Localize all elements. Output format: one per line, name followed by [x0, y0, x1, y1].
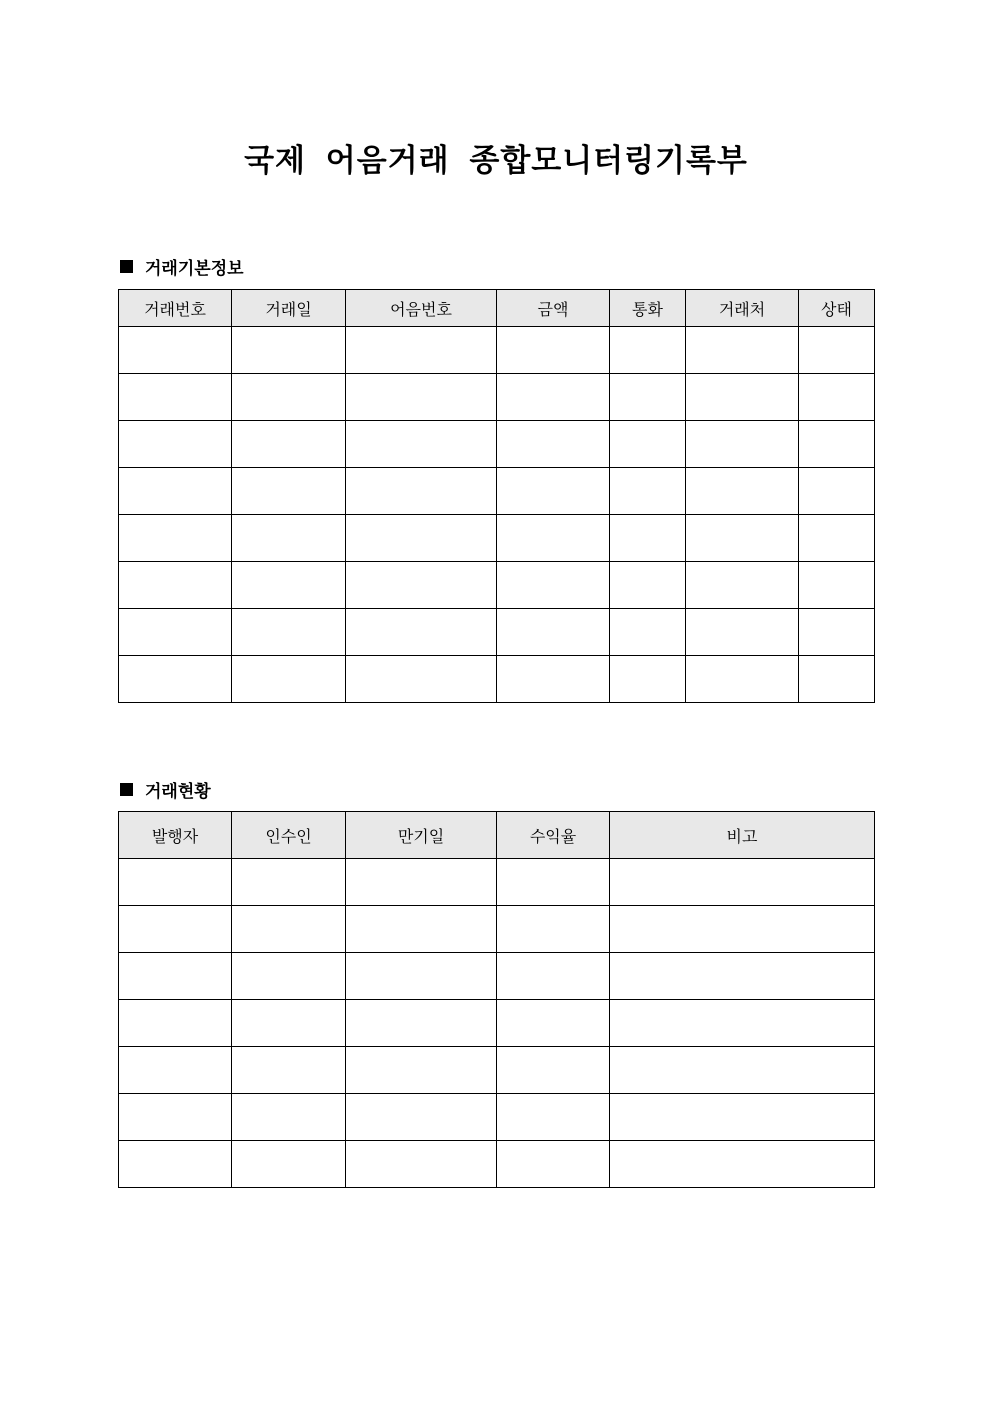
table-cell[interactable] [232, 953, 346, 1000]
table-cell[interactable] [232, 374, 346, 421]
table-row [119, 953, 875, 1000]
table-cell[interactable] [799, 327, 875, 374]
table-row [119, 374, 875, 421]
column-header: 거래번호 [119, 290, 232, 327]
section-heading-basic-info [118, 254, 244, 279]
table-cell[interactable] [119, 374, 232, 421]
table-cell[interactable] [497, 1000, 610, 1047]
table-cell[interactable] [346, 859, 497, 906]
table-cell[interactable] [119, 656, 232, 703]
table-cell[interactable] [346, 468, 497, 515]
table-header-row [119, 812, 875, 859]
table-cell[interactable] [346, 906, 497, 953]
table-cell[interactable] [799, 374, 875, 421]
table-cell[interactable] [497, 656, 610, 703]
table-cell[interactable] [610, 1141, 875, 1188]
table-cell[interactable] [799, 609, 875, 656]
table-cell[interactable] [119, 468, 232, 515]
table-cell[interactable] [686, 421, 799, 468]
table-cell[interactable] [119, 906, 232, 953]
table-row [119, 1094, 875, 1141]
section-heading-status [118, 777, 211, 802]
table-row [119, 1000, 875, 1047]
table-row [119, 1047, 875, 1094]
table-cell[interactable] [119, 562, 232, 609]
table-cell[interactable] [799, 421, 875, 468]
table-cell[interactable] [232, 656, 346, 703]
table-cell[interactable] [497, 421, 610, 468]
table-cell[interactable] [346, 1141, 497, 1188]
table-cell[interactable] [119, 327, 232, 374]
column-header: 거래일 [232, 290, 346, 327]
column-header: 만기일 [346, 812, 497, 859]
table-cell[interactable] [686, 468, 799, 515]
column-header: 어음번호 [346, 290, 497, 327]
table-cell[interactable] [610, 468, 686, 515]
table-cell[interactable] [346, 374, 497, 421]
section-heading-label: 거래기본정보 [145, 259, 244, 279]
table-cell[interactable] [497, 859, 610, 906]
table-cell[interactable] [497, 515, 610, 562]
table-cell[interactable] [497, 1094, 610, 1141]
table-cell[interactable] [119, 609, 232, 656]
table-cell[interactable] [610, 515, 686, 562]
table-cell[interactable] [686, 609, 799, 656]
table-cell[interactable] [799, 562, 875, 609]
table-cell[interactable] [610, 609, 686, 656]
table-cell[interactable] [119, 1141, 232, 1188]
table-cell[interactable] [610, 1047, 875, 1094]
square-bullet-icon [120, 260, 133, 273]
column-header: 거래처 [686, 290, 799, 327]
table-cell[interactable] [346, 953, 497, 1000]
table-cell[interactable] [497, 906, 610, 953]
column-header: 비고 [610, 812, 875, 859]
table-cell[interactable] [610, 374, 686, 421]
table-cell[interactable] [686, 562, 799, 609]
table-cell[interactable] [610, 327, 686, 374]
table-cell[interactable] [232, 1000, 346, 1047]
table-row [119, 656, 875, 703]
table-cell[interactable] [232, 1094, 346, 1141]
table-row [119, 906, 875, 953]
table-cell[interactable] [610, 1000, 875, 1047]
table-header-row [119, 290, 875, 327]
basic-info-table [118, 289, 875, 703]
table-cell[interactable] [610, 421, 686, 468]
table-cell[interactable] [119, 1000, 232, 1047]
table-row [119, 421, 875, 468]
table-cell[interactable] [497, 327, 610, 374]
column-header: 인수인 [232, 812, 346, 859]
table-cell[interactable] [610, 656, 686, 703]
trade-status-table [118, 811, 875, 1188]
table-row [119, 562, 875, 609]
table-cell[interactable] [346, 609, 497, 656]
table-cell[interactable] [497, 609, 610, 656]
table-cell[interactable] [799, 468, 875, 515]
table-cell[interactable] [232, 1047, 346, 1094]
table-cell[interactable] [497, 1047, 610, 1094]
table-cell[interactable] [799, 656, 875, 703]
column-header: 금액 [497, 290, 610, 327]
document-title: 국제 어음거래 종합모니터링기록부 [244, 143, 748, 179]
table-cell[interactable] [346, 1047, 497, 1094]
table-cell[interactable] [232, 468, 346, 515]
table-cell[interactable] [346, 421, 497, 468]
table-cell[interactable] [232, 515, 346, 562]
table-cell[interactable] [119, 515, 232, 562]
table-row [119, 859, 875, 906]
table-cell[interactable] [119, 1094, 232, 1141]
table-cell[interactable] [610, 953, 875, 1000]
table-cell[interactable] [497, 953, 610, 1000]
table-cell[interactable] [232, 562, 346, 609]
table-cell[interactable] [232, 609, 346, 656]
table-cell[interactable] [232, 327, 346, 374]
table-cell[interactable] [232, 421, 346, 468]
table-row [119, 609, 875, 656]
table-cell[interactable] [119, 859, 232, 906]
table-cell[interactable] [686, 327, 799, 374]
table-cell[interactable] [686, 656, 799, 703]
table-cell[interactable] [686, 374, 799, 421]
table-cell[interactable] [346, 562, 497, 609]
column-header: 통화 [610, 290, 686, 327]
table-cell[interactable] [346, 327, 497, 374]
table-cell[interactable] [346, 515, 497, 562]
table-cell[interactable] [497, 562, 610, 609]
table-cell[interactable] [686, 515, 799, 562]
table-cell[interactable] [610, 562, 686, 609]
table-row [119, 327, 875, 374]
table-cell[interactable] [610, 1094, 875, 1141]
table-cell[interactable] [119, 953, 232, 1000]
table-cell[interactable] [232, 906, 346, 953]
table-cell[interactable] [346, 656, 497, 703]
column-header: 수익율 [497, 812, 610, 859]
table-cell[interactable] [610, 906, 875, 953]
table-row [119, 1141, 875, 1188]
table-cell[interactable] [119, 1047, 232, 1094]
section-heading-label: 거래현황 [145, 782, 211, 802]
table-cell[interactable] [232, 859, 346, 906]
table-row [119, 515, 875, 562]
table-cell[interactable] [610, 859, 875, 906]
table-cell[interactable] [497, 374, 610, 421]
table-cell[interactable] [497, 468, 610, 515]
table-cell[interactable] [497, 1141, 610, 1188]
table-cell[interactable] [119, 421, 232, 468]
table-cell[interactable] [799, 515, 875, 562]
table-cell[interactable] [346, 1000, 497, 1047]
table-cell[interactable] [232, 1141, 346, 1188]
column-header: 발행자 [119, 812, 232, 859]
table-cell[interactable] [346, 1094, 497, 1141]
table-row [119, 468, 875, 515]
column-header: 상태 [799, 290, 875, 327]
square-bullet-icon [120, 783, 133, 796]
